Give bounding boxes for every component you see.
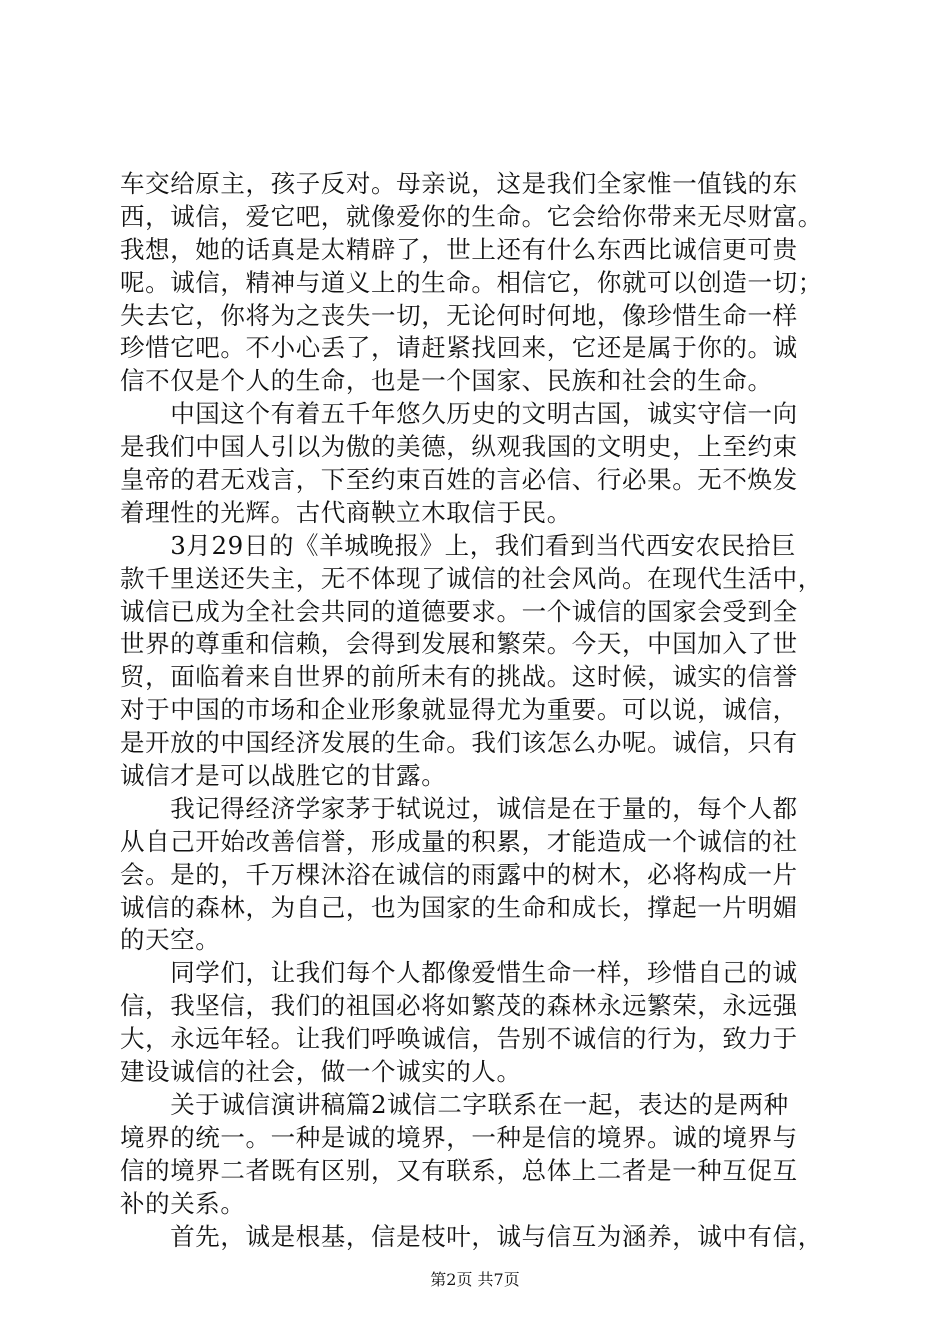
- text-line: 是开放的中国经济发展的生命。我们该怎么办呢。诚信，只有: [120, 728, 798, 758]
- text-line: 建设诚信的社会，做一个诚实的人。: [120, 1057, 522, 1087]
- text-line: 诚信已成为全社会共同的道德要求。一个诚信的国家会受到全: [120, 596, 798, 626]
- text-line: 从自己开始改善信誉，形成量的积累，才能造成一个诚信的社: [120, 826, 798, 856]
- text-line: 补的关系。: [120, 1188, 246, 1218]
- text-line: 西，诚信，爱它吧，就像爱你的生命。它会给你带来无尽财富。: [120, 201, 823, 231]
- text-line: 对于中国的市场和企业形象就显得尤为重要。可以说，诚信，: [120, 695, 798, 725]
- text-line: 大，永远年轻。让我们呼唤诚信，告别不诚信的行为，致力于: [120, 1024, 798, 1054]
- text-line: 信不仅是个人的生命，也是一个国家、民族和社会的生命。: [120, 366, 773, 396]
- text-line: 是我们中国人引以为傲的美德，纵观我国的文明史，上至约束: [120, 432, 798, 462]
- text-line: 同学们，让我们每个人都像爱惜生命一样，珍惜自己的诚: [120, 958, 798, 988]
- text-line: 我记得经济学家茅于轼说过，诚信是在于量的，每个人都: [120, 793, 798, 823]
- text-line: 诚信才是可以战胜它的甘露。: [120, 761, 447, 791]
- body-text: [120, 168, 832, 1253]
- text-line: 的天空。: [120, 925, 221, 955]
- text-line: 我想，她的话真是太精辟了，世上还有什么东西比诚信更可贵: [120, 234, 798, 264]
- text-line: 信，我坚信，我们的祖国必将如繁茂的森林永远繁荣，永远强: [120, 991, 798, 1021]
- text-line: 诚信的森林，为自己，也为国家的生命和成长，撑起一片明媚: [120, 892, 798, 922]
- text-line: 皇帝的君无戏言，下至约束百姓的言必信、行必果。无不焕发: [120, 465, 798, 495]
- text-line: 着理性的光辉。古代商鞅立木取信于民。: [120, 497, 572, 527]
- text-line: 失去它，你将为之丧失一切，无论何时何地，像珍惜生命一样: [120, 300, 798, 330]
- text-line: 首先，诚是根基，信是枝叶，诚与信互为涵养，诚中有信，: [120, 1221, 823, 1251]
- text-line: 车交给原主，孩子反对。母亲说，这是我们全家惟一值钱的东: [120, 169, 798, 198]
- text-line: 呢。诚信，精神与道义上的生命。相信它，你就可以创造一切；: [120, 267, 823, 297]
- text-line: 境界的统一。一种是诚的境界，一种是信的境界。诚的境界与: [120, 1122, 798, 1152]
- text-line: 中国这个有着五千年悠久历史的文明古国，诚实守信一向: [120, 399, 798, 429]
- text-line: 3月29日的《羊城晚报》上，我们看到当代西安农民拾巨: [120, 530, 797, 560]
- text-line: 珍惜它吧。不小心丢了，请赶紧找回来，它还是属于你的。诚: [120, 333, 798, 363]
- text-line: 会。是的，千万棵沐浴在诚信的雨露中的树木，必将构成一片: [120, 859, 798, 889]
- text-line: 关于诚信演讲稿篇2诚信二字联系在一起，表达的是两种: [120, 1089, 789, 1119]
- text-line: 信的境界二者既有区别，又有联系，总体上二者是一种互促互: [120, 1155, 798, 1185]
- page-footer: 第2页 共7页: [430, 1270, 520, 1289]
- text-line: 款千里送还失主，无不体现了诚信的社会风尚。在现代生活中，: [120, 563, 823, 593]
- text-line: 贸，面临着来自世界的前所未有的挑战。这时候，诚实的信誉: [120, 662, 798, 692]
- text-line: 世界的尊重和信赖，会得到发展和繁荣。今天，中国加入了世: [120, 629, 798, 659]
